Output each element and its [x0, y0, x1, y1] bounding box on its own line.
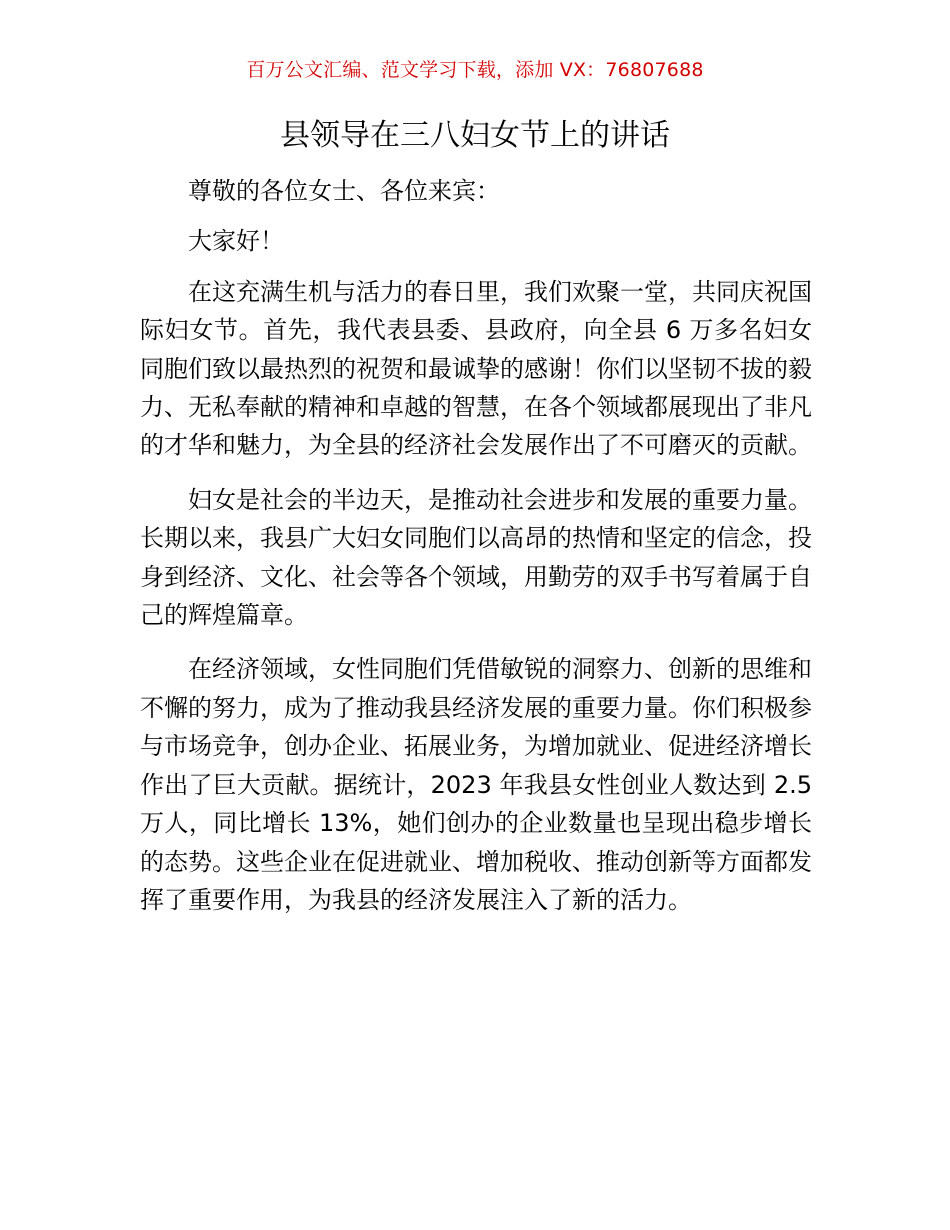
paragraph-economy: 在经济领域，女性同胞们凭借敏锐的洞察力、创新的思维和不懈的努力，成为了推动我县经济发展的重要力量。你们积极参与市场竞争，创办企业、拓展业务，为增加就业、促进经济增长作出了巨大贡献。据统计，2023 年我县女性创业人数达到 2.5 万人，同比增长 13%，她们创办的企业数量也呈现出稳步增长的态势。这些企业在促进就业、增加税收、推动创新等方面都发挥了重要作用，为我县的经济发展注入了新的活力。: [140, 655, 812, 914]
paragraph-opening: 在这充满生机与活力的春日里，我们欢聚一堂，共同庆祝国际妇女节。首先，我代表县委、县政府，向全县 6 万多名妇女同胞们致以最热烈的祝贺和最诚挚的感谢！你们以坚韧不拔的毅力、无私奉献的精神和卓越的智慧，在各个领域都展现出了非凡的才华和魅力，为全县的经济社会发展作出了不可磨灭的贡献。: [140, 277, 812, 460]
document-body: [140, 172, 812, 919]
document-title: 县领导在三八妇女节上的讲话: [280, 118, 670, 153]
paragraph-women-role: 妇女是社会的半边天，是推动社会进步和发展的重要力量。长期以来，我县广大妇女同胞们以高昂的热情和坚定的信念，投身到经济、文化、社会等各个领域，用勤劳的双手书写着属于自己的辉煌篇章。: [140, 485, 812, 630]
header-contact-note: 百万公文汇编、范文学习下载，添加 VX：76807688: [246, 59, 704, 81]
greeting-line: 大家好！: [188, 227, 284, 256]
salutation-line: 尊敬的各位女士、各位来宾：: [188, 177, 500, 205]
